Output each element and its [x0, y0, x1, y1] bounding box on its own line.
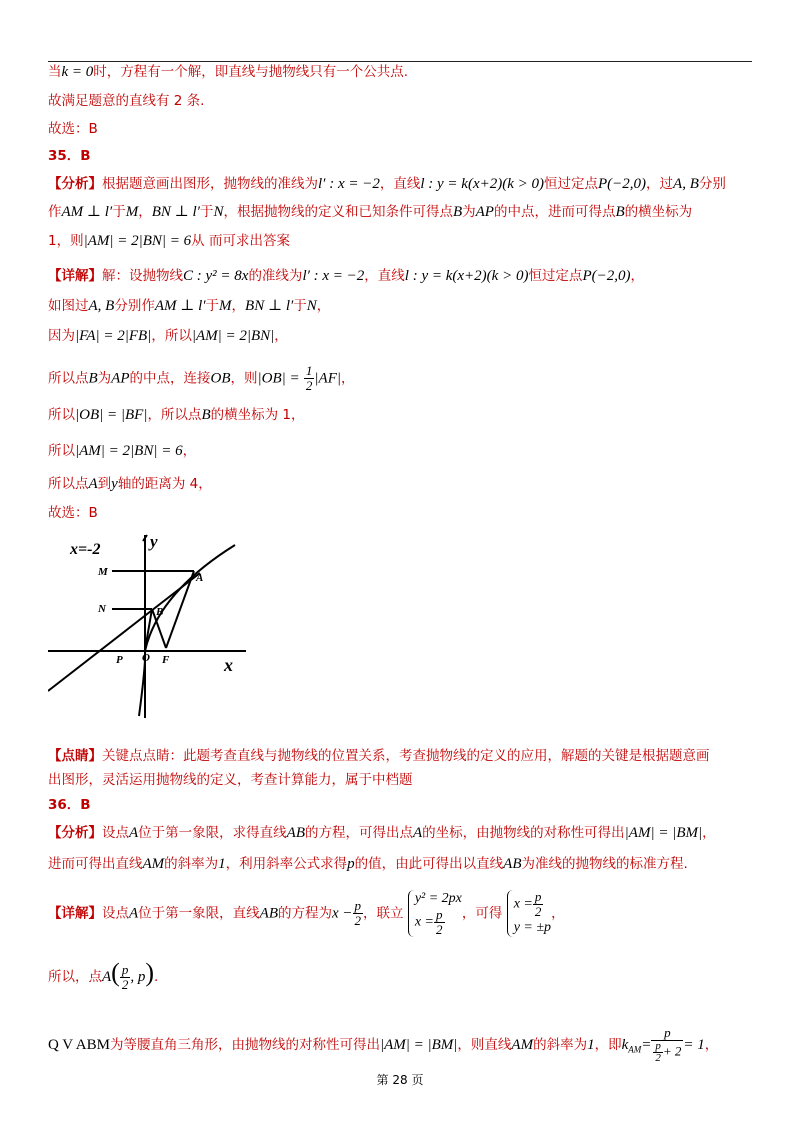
math: A: [129, 825, 139, 841]
equation: [415, 908, 462, 937]
math: l : y = k(x+2)(k > 0): [404, 268, 529, 284]
text: .: [154, 969, 159, 985]
label-m: M: [98, 566, 108, 578]
numerator: p: [651, 1026, 683, 1041]
math: AB: [503, 856, 522, 872]
section-tag: 【详解】: [48, 905, 102, 922]
math: 1: [218, 856, 226, 872]
math: = 1: [683, 1037, 705, 1053]
text: ，: [316, 298, 331, 314]
numerator: p: [534, 889, 542, 904]
math: |FA| = 2|FB|: [75, 328, 152, 344]
text: 于: [112, 204, 126, 220]
text: 于: [293, 298, 307, 314]
fraction: [653, 1041, 663, 1064]
math: , p: [130, 969, 146, 985]
equation-system: [507, 890, 551, 937]
text: ，: [138, 204, 152, 220]
text: ，: [630, 268, 644, 284]
text: 故满足题意的直线有 2 条.: [48, 93, 205, 109]
label-p: P: [116, 654, 123, 666]
text-line: [48, 823, 716, 843]
math: M: [125, 204, 139, 220]
math: N: [306, 298, 317, 314]
math: |AM| = |BM|: [379, 1037, 458, 1053]
section-tag: 【分析】: [48, 825, 102, 841]
label-a: A: [196, 572, 204, 584]
text: ，: [704, 1037, 719, 1053]
text: 进而可得出直线: [48, 856, 143, 872]
paren-left: (: [111, 958, 120, 987]
math: k: [621, 1037, 629, 1053]
numerator: p: [436, 907, 443, 922]
section-tag: 【详解】: [48, 268, 102, 284]
text-line: [48, 326, 288, 346]
fraction: [353, 899, 364, 928]
text: 设点: [102, 825, 129, 841]
text-line: [48, 231, 290, 251]
math: A: [129, 905, 139, 922]
paren-right: ): [145, 958, 155, 987]
text: 如图过: [48, 298, 89, 314]
text: 故选：B: [48, 505, 98, 521]
fraction: [533, 890, 544, 919]
label-x-eq: x=-2: [70, 541, 101, 558]
text: 所以: [48, 407, 75, 423]
text: ，联立: [363, 905, 404, 922]
label-y: y: [150, 533, 158, 551]
text-line: [48, 770, 413, 790]
math: BN ⊥ l′: [245, 298, 294, 314]
label-n: N: [98, 603, 106, 615]
text: 的斜率为: [533, 1037, 588, 1053]
text: 于: [199, 204, 214, 220]
math: A: [413, 825, 423, 841]
denominator: 2: [354, 913, 362, 928]
denominator: 2: [534, 904, 542, 919]
math: AM ⊥ l′: [154, 298, 206, 314]
text: ，: [231, 298, 246, 314]
text: ，直线: [364, 268, 405, 284]
math: AM: [511, 1037, 534, 1053]
math: =: [641, 1037, 652, 1053]
math: Q V ABM: [48, 1037, 110, 1053]
denominator: 2: [436, 922, 443, 937]
text: 的方程，可得出点: [305, 825, 413, 841]
label-b: B: [156, 606, 164, 618]
page-footer: [0, 1071, 800, 1088]
math: AB: [286, 825, 305, 841]
label-x: x: [224, 655, 233, 675]
text: 轴的距离为 4，: [117, 476, 212, 492]
math: B: [88, 370, 98, 387]
fraction: [651, 1026, 683, 1064]
text: 为: [97, 370, 112, 387]
text: 位于第一象限，直线: [138, 905, 260, 922]
text: ，直线: [379, 176, 421, 192]
text: 所以，点: [48, 969, 102, 985]
math: C : y² = 8x: [183, 268, 249, 284]
math: AM: [142, 856, 165, 872]
equation: [514, 890, 551, 919]
text: 所以点: [48, 476, 89, 492]
numerator: p: [121, 961, 129, 977]
math: B: [615, 204, 625, 220]
math: AM ⊥ l′: [61, 204, 113, 220]
text: 35．B: [48, 148, 91, 164]
text: 为等腰直角三角形，由抛物线的对称性可得出: [109, 1037, 380, 1053]
math: B: [201, 407, 211, 423]
math: |AM| = |BM|: [624, 825, 703, 841]
text: 于: [205, 298, 220, 314]
text: 为准线的抛物线的标准方程.: [521, 856, 688, 872]
math: AB: [259, 905, 278, 922]
segment-af: [166, 571, 194, 648]
text: 时，方程有一个解，即直线与抛物线只有一个公共点.: [93, 64, 409, 80]
denominator: [651, 1041, 683, 1064]
text-line: [48, 854, 688, 874]
text-line: [48, 746, 710, 766]
math: |OB| =: [257, 370, 300, 387]
math: |OB| = |BF|: [75, 407, 148, 423]
question-number: [48, 795, 91, 815]
section-tag: 【分析】: [48, 176, 102, 192]
math: x −: [332, 905, 353, 922]
text: 的横坐标为: [624, 204, 693, 220]
text: 的坐标，由抛物线的对称性可得出: [422, 825, 625, 841]
text: 36．B: [48, 797, 91, 813]
math: M: [219, 298, 232, 314]
text: 的横坐标为 1，: [210, 407, 305, 423]
fraction: [434, 908, 445, 937]
text: ，则: [230, 370, 258, 387]
numerator: 1: [305, 363, 313, 378]
text: 的值，由此可得出以直线: [354, 856, 504, 872]
text: 1，则: [48, 233, 84, 249]
math: A: [102, 969, 112, 985]
question-number: [48, 146, 91, 166]
page-number: 第 28 页: [376, 1073, 424, 1087]
text: 的方程为: [278, 905, 332, 922]
text: ，根据抛物线的定义和已知条件可得点: [223, 204, 453, 220]
text: 解：设抛物线: [102, 268, 183, 284]
math: OB: [210, 370, 231, 387]
section-tag: 【点睛】: [48, 748, 102, 764]
text-line: [48, 405, 305, 425]
text: ，利用斜率公式求得: [225, 856, 348, 872]
text: ，可得: [461, 905, 503, 922]
fraction: [120, 963, 131, 992]
label-o: O: [142, 652, 150, 664]
fraction: [304, 364, 315, 393]
text-line: [48, 958, 158, 992]
text: 当: [48, 64, 62, 80]
math: AP: [475, 204, 494, 220]
math: k = 0: [61, 64, 94, 80]
equation: y = ±p: [513, 920, 552, 935]
text-line: [48, 364, 355, 393]
text: ，: [182, 443, 197, 459]
denominator: 2: [121, 976, 129, 992]
math: |AM| = 2|BN| = 6: [83, 233, 192, 249]
line-l: [48, 573, 200, 691]
text: 分别作: [114, 298, 155, 314]
text: 的中点，连接: [129, 370, 211, 387]
text: 为: [462, 204, 476, 220]
math: |AF|: [314, 370, 341, 387]
label-f: F: [162, 654, 170, 666]
math: 1: [587, 1037, 595, 1053]
text-line: [48, 62, 408, 82]
text: 根据题意画出图形，抛物线的准线为: [102, 176, 318, 192]
math: A: [88, 476, 98, 492]
math: |AM| = 2|BN| = 6: [75, 443, 183, 459]
text: ，: [702, 825, 716, 841]
math: l : y = k(x+2)(k > 0): [420, 176, 544, 192]
math: A, B: [88, 298, 115, 314]
denominator: 2: [655, 1052, 661, 1064]
text-line: [48, 266, 644, 286]
math: P(−2,0): [598, 176, 647, 192]
text-line: [48, 474, 212, 494]
text: ，: [274, 328, 288, 344]
text: 出图形，灵活运用抛物线的定义，考查计算能力，属于中档题: [48, 772, 413, 788]
denominator: 2: [305, 378, 313, 393]
text: ，则直线: [457, 1037, 512, 1053]
text-line: [48, 441, 196, 461]
text: 所以点: [48, 370, 89, 387]
math: N: [213, 204, 224, 220]
text: 恒过定点: [528, 268, 583, 284]
text: 从 而可求出答案: [191, 233, 290, 249]
text: 分别: [698, 176, 726, 192]
equation-system: [408, 890, 462, 937]
math: B: [452, 204, 463, 220]
text: 的斜率为: [164, 856, 219, 872]
text: 位于第一象限，求得直线: [138, 825, 287, 841]
text: 恒过定点: [544, 176, 598, 192]
text-line: [48, 1026, 718, 1068]
math: x =: [414, 914, 434, 930]
text: 设点: [102, 905, 129, 922]
text: ，所以点: [147, 407, 202, 423]
text: 的准线为: [248, 268, 303, 284]
math: AP: [111, 370, 130, 387]
equation: y² = 2px: [414, 891, 462, 906]
text: 因为: [48, 328, 75, 344]
text: 所以: [48, 443, 75, 459]
math: |AM| = 2|BN|: [191, 328, 275, 344]
text-line: [48, 296, 330, 316]
text-line: [48, 503, 98, 523]
numerator: p: [655, 1040, 661, 1052]
math: l′ : x = −2: [318, 176, 380, 192]
text: ，: [551, 905, 565, 922]
math: x =: [513, 896, 533, 912]
text: 的中点，进而可得点: [493, 204, 616, 220]
text-line: [48, 174, 726, 194]
text: ，过: [646, 176, 674, 192]
text: 作: [48, 204, 62, 220]
math: A, B: [673, 176, 699, 192]
text: ，: [341, 370, 355, 387]
text: ，即: [594, 1037, 622, 1053]
math: P(−2,0): [582, 268, 631, 284]
text-line: [48, 91, 204, 111]
math: p: [347, 856, 355, 872]
text: 到: [97, 476, 112, 492]
math: l′ : x = −2: [302, 268, 365, 284]
numerator: p: [354, 898, 362, 913]
subscript: AM: [628, 1044, 642, 1055]
text-line: [48, 119, 98, 139]
math: y: [111, 476, 118, 492]
text-line: [48, 202, 692, 222]
text: 故选：B: [48, 121, 98, 137]
parabola-figure: [48, 533, 248, 723]
math: BN ⊥ l′: [151, 204, 200, 220]
text-line: [48, 890, 565, 937]
math: + 2: [662, 1043, 682, 1059]
text: ，所以: [151, 328, 192, 344]
text: 关键点点睛：此题考查直线与抛物线的位置关系，考查抛物线的定义的应用，解题的关键是根据题意画: [102, 748, 710, 764]
